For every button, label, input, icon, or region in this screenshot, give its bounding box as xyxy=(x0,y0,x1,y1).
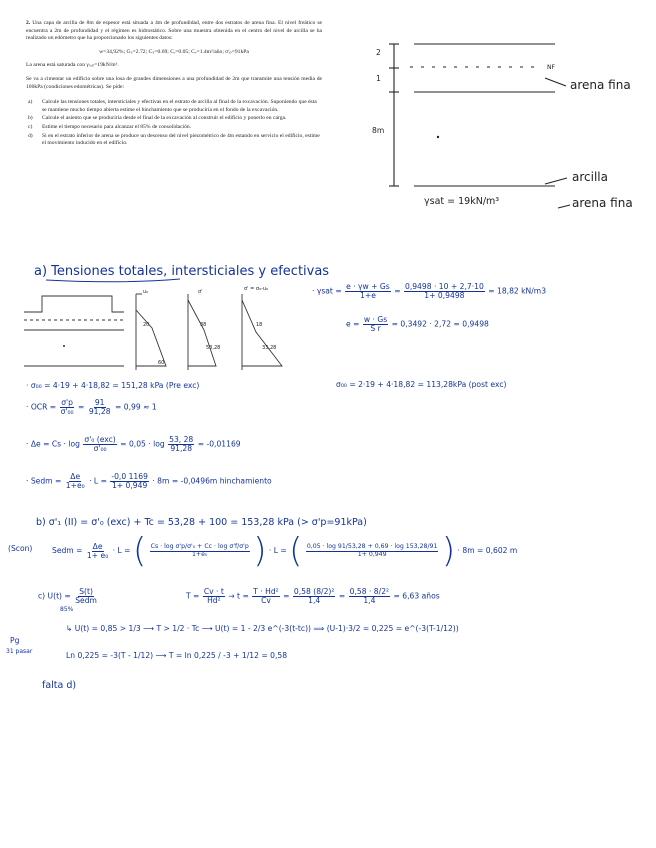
denominator: 1+ 0,949 xyxy=(111,480,148,490)
numerator: 0,05 · log 91/53,28 + 0,69 · log 153,28/91 xyxy=(306,544,439,553)
formula-result: · 8m = -0,0496m hinchamiento xyxy=(152,476,272,486)
denominator: 91,28 xyxy=(170,443,193,453)
denominator: σ'₀₀ xyxy=(93,443,107,453)
arcilla-label: arcilla xyxy=(572,170,608,184)
bracket: ) xyxy=(441,531,456,571)
sigma-pre-excavation: · σ₀₀ = 4·19 + 4·18,82 = 151,28 kPa (Pre exc) xyxy=(26,381,200,390)
numerator: w · Gs xyxy=(363,315,388,324)
formula-text: T = xyxy=(186,591,200,601)
section-b-line: b) σ'₁ (II) = σ'₀ (exc) + Tc = 53,28 + 100 = 153,28 kPa (> σ'p=91kPa) xyxy=(36,517,367,528)
numerator: 0,9498 · 10 + 2,7·10 xyxy=(404,282,484,291)
numerator: e · γw + Gs xyxy=(346,282,390,291)
denominator: σ'₀₀ xyxy=(60,406,74,416)
sigma-post-excavation: σ₀₀ = 2·19 + 4·18,82 = 113,28kPa (post exc) xyxy=(336,380,507,389)
bracket: ) xyxy=(253,531,267,571)
c-85-label: 85% xyxy=(60,606,74,613)
formula-text: → t = xyxy=(228,591,249,601)
item-text: Calcule el asiento que se produciría desde el final de la excavación al construir el edificio y ponerlo en carga. xyxy=(42,115,287,122)
pg-note: Pg xyxy=(10,636,20,645)
denominator: Cv xyxy=(261,595,271,605)
formula-result: = -0,01169 xyxy=(197,439,241,449)
problem-building: Se va a cimentar un edificio sobre una losa de grandes dimensiones a una profundidad de 2m que transmite una tensión media de 100kPa (condiciones edométricas). Se pide: xyxy=(26,75,322,90)
dim-2-label: 2 xyxy=(376,48,381,57)
dim-8m-label: 8m xyxy=(372,126,385,135)
numerator: Δe xyxy=(70,472,81,481)
bracket: ( xyxy=(132,531,147,571)
section-a-heading: a) Tensiones totales, intersticiales y efectivas xyxy=(34,264,330,279)
numerator: Cv · t xyxy=(203,587,224,596)
denominator: 1+ 0,9498 xyxy=(424,290,465,300)
formula-text: Sedm = xyxy=(52,546,83,555)
nf-label: NF xyxy=(547,64,555,71)
time-factor-formula xyxy=(186,588,440,605)
ocr-formula: · OCR = $\frac{\sigma'p}{\text{σ'₀₀}}$ = $\frac{91}{91,28}$ = 0,99 ≈ 1 xyxy=(26,398,157,416)
dim-1-label: 1 xyxy=(376,74,381,83)
section-c-formula xyxy=(38,588,99,605)
item-label: b) xyxy=(28,115,33,122)
gamma-sat-formula xyxy=(312,283,546,300)
item-text: Si en el estrato inferior de arena se produce un descenso del nivel piezométrico de 4m estando en servicio el edificio, estime el movimiento inducido en el edificio. xyxy=(42,132,320,147)
numerator: -0,0 1169 xyxy=(111,472,148,481)
void-ratio-formula xyxy=(346,316,489,333)
mini-value: 53,28 xyxy=(206,345,221,351)
problem-params: w=34,92%; Gₛ=2.72; Cₛ=0.69; Cᵣ=0.05; Cᵥ=1.4m²/año; σ'ₚ=91kPa xyxy=(99,48,249,55)
delta-e-formula xyxy=(26,436,241,453)
mini-top-1: u₀ xyxy=(143,289,149,295)
mini-top-2: σ' xyxy=(198,289,203,295)
fraction xyxy=(349,588,390,605)
section-d-line: falta d) xyxy=(42,680,77,691)
denominator: 1+ 0,949 xyxy=(357,551,387,558)
problem-intro-text: Una capa de arcilla de 8m de espesor está situada a 4m de profundidad, entre dos estratos de arena fina. El nivel freático se encuentra a 2m de profundidad y el régimen es hidrostático. Sobre una muestra obtenida en el centro del nivel de arcilla se ha realizado un edómetro que ha proporcionado los siguientes datos: xyxy=(26,20,322,42)
mini-value: 18 xyxy=(256,322,263,328)
formula-result: = 18,82 kN/m3 xyxy=(488,286,547,296)
numerator: T · Hd² xyxy=(253,587,279,596)
consolidation-line: ↳ U(t) = 0,85 > 1/3 ⟶ T > 1/2 · Tc ⟶ U(t) = 1 - 2/3 e^(-3(t-tc)) ⟹ (U-1)·3/2 = 0,225 = e^(-3(T-1/12)) xyxy=(66,624,459,633)
item-label: d) xyxy=(28,132,33,139)
denominator: 1,4 xyxy=(308,595,321,605)
formula-text: e = xyxy=(346,319,360,329)
gamma-sat-label: γsat = 19kN/m³ xyxy=(424,196,500,207)
denominator: 1+ e₀ xyxy=(86,550,109,560)
denominator: 1+e₀ xyxy=(65,480,85,490)
denominator: 91,28 xyxy=(88,406,111,416)
numerator: σ'₀ (exc) xyxy=(84,435,116,444)
fraction xyxy=(60,399,75,416)
item-text: Calcule las tensiones totales, intersticiales y efectivas en el estrato de arcilla al final de la excavación. Suponiendo que ésta se mantiene mucho tiempo abierta estime el hinchamiento que se produciría en el fondo de la excavación. xyxy=(42,99,317,113)
problem-number: 2. xyxy=(26,20,31,26)
formula-text: = xyxy=(338,591,346,601)
fraction xyxy=(306,544,439,559)
numerator: 0,58 (8/2)² xyxy=(293,587,335,596)
fraction xyxy=(168,436,194,453)
fraction xyxy=(363,316,388,333)
fraction xyxy=(74,588,98,605)
formula-text: · L = xyxy=(89,476,107,486)
formula-text: · L = xyxy=(112,546,131,555)
fraction xyxy=(88,399,112,416)
arena-fina-bottom-label: arena fina xyxy=(572,196,633,210)
fraction xyxy=(345,283,391,300)
mini-value: 38 xyxy=(200,322,207,328)
formula-result: = 0,3492 · 2,72 = 0,9498 xyxy=(391,319,489,329)
item-label: c) xyxy=(28,123,33,130)
formula-text: · L = xyxy=(268,546,287,555)
numerator: 53, 28 xyxy=(169,435,194,444)
fraction xyxy=(404,283,485,300)
formula-text: c) U(t) = xyxy=(38,591,71,601)
numerator: 91 xyxy=(94,398,105,407)
fraction xyxy=(86,543,109,560)
denominator: Sedm xyxy=(75,595,97,605)
numerator: Cs · log σ'p/σ'₀ + Cc · log σ'f/σ'p xyxy=(150,544,250,553)
problem-saturated: La arena está saturada con γₛₐₜ=19kN/m³. xyxy=(26,62,119,69)
bracket: ( xyxy=(289,531,303,571)
numerator: Δe xyxy=(92,541,103,551)
item-label: a) xyxy=(28,99,33,106)
numerator: S(t) xyxy=(79,587,93,596)
formula-text: = xyxy=(283,591,290,601)
mini-value: 60 xyxy=(158,360,165,366)
fraction xyxy=(293,588,336,605)
formula-text: · γsat = xyxy=(312,286,342,296)
fraction xyxy=(150,544,250,559)
section-b-scon: (Scon) xyxy=(8,544,33,553)
sedm-formula xyxy=(26,473,272,490)
ln-line: Ln 0,225 = -3(T - 1/12) ⟶ T = ln 0,225 / -3 + 1/12 = 0,58 xyxy=(66,651,288,660)
arena-fina-top-label: arena fina xyxy=(570,78,631,92)
fraction xyxy=(203,588,225,605)
fraction xyxy=(110,473,149,490)
formula-text: · OCR = xyxy=(26,402,57,412)
denominator: 1,4 xyxy=(363,595,376,605)
denominator: 1+e xyxy=(360,290,376,300)
formula-result: · 8m = 0,602 m xyxy=(457,546,518,555)
formula-text: = xyxy=(394,286,401,296)
formula-text: · Δe = Cs · log xyxy=(26,439,80,449)
fraction xyxy=(252,588,279,605)
section-b-formula xyxy=(52,531,518,571)
pg-note-2: 31 pasar xyxy=(6,648,33,655)
formula-text: · Sedm = xyxy=(26,476,62,486)
mini-value: 20 xyxy=(143,322,150,328)
formula-result: = 0,99 ≈ 1 xyxy=(114,402,157,412)
formula-result: = 6,63 años xyxy=(393,591,440,601)
denominator: 1+e₀ xyxy=(192,551,208,558)
item-text: Estime el tiempo necesario para alcanzar el 85% de consolidación. xyxy=(42,123,192,130)
formula-text: = 0,05 · log xyxy=(120,439,165,449)
denominator: S r xyxy=(370,323,381,333)
numerator: 0,58 · 8/2² xyxy=(349,587,390,596)
mini-value: 33,28 xyxy=(262,345,277,351)
mini-top-3: σ' = σ₀-u₀ xyxy=(244,286,269,292)
fraction xyxy=(65,473,86,490)
numerator: σ'p xyxy=(61,398,73,407)
denominator: Hd² xyxy=(207,595,221,605)
fraction xyxy=(83,436,116,453)
